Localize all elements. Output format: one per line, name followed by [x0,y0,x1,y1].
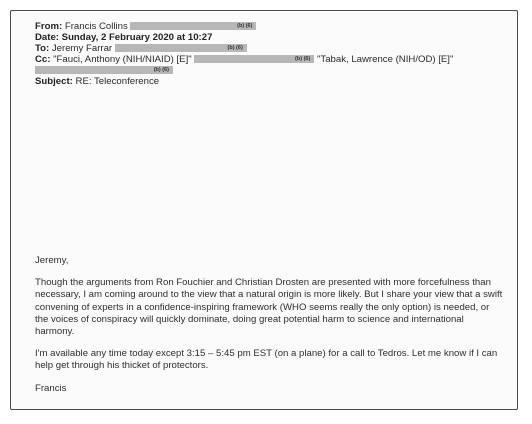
redaction-code: (b) (6) [227,45,243,51]
to-line [35,43,247,54]
subject-label: Subject: [35,76,73,87]
date-label: Date: [35,32,59,43]
from-line [35,21,256,32]
subject-value: RE: Teleconference [75,76,160,87]
cc-name-fauci: "Fauci, Anthony (NIH/NIAID) [E]" [53,54,192,65]
from-label: From: [35,21,63,32]
date-line [35,32,212,43]
to-name: Jeremy Farrar [51,43,113,54]
redaction-code: (b) (6) [237,23,253,29]
greeting: Jeremy, [35,255,69,266]
paragraph-1: Though the arguments from Ron Fouchier and Christian Drosten are presented with more forcefulness than necessary, I am coming around to the view that a natural origin is more likely. But I share your view that a swift convening of experts in a confidence-inspiring framework (WHO seems really the only option) is needed, or the voices of conspiracy will quickly dominate, doing great potential harm to science and international harmony. [35,277,503,338]
to-label: To: [35,43,50,54]
from-name: Francis Collins [64,21,128,32]
subject-line [35,76,159,87]
redaction-box [115,44,247,52]
cc-continuation-line [35,65,173,76]
date-value: Sunday, 2 February 2020 at 10:27 [61,32,213,43]
redaction-box [35,66,173,74]
cc-line [35,54,453,65]
email-body [35,255,505,395]
cc-label: Cc: [35,54,51,65]
redaction-code: (b) (6) [295,56,311,62]
redaction-code: (b) (6) [153,67,169,73]
signature: Francis [35,382,67,394]
paragraph-2: I'm available any time today except 3:15 – 5:45 pm EST (on a plane) for a call to Tedros. Let me know if I can help get through his thicket of protectors. [35,348,498,372]
redaction-box [130,22,256,30]
email-document [10,10,518,410]
cc-name-tabak: "Tabak, Lawrence (NIH/OD) [E]" [317,54,454,65]
redaction-box [194,55,314,63]
